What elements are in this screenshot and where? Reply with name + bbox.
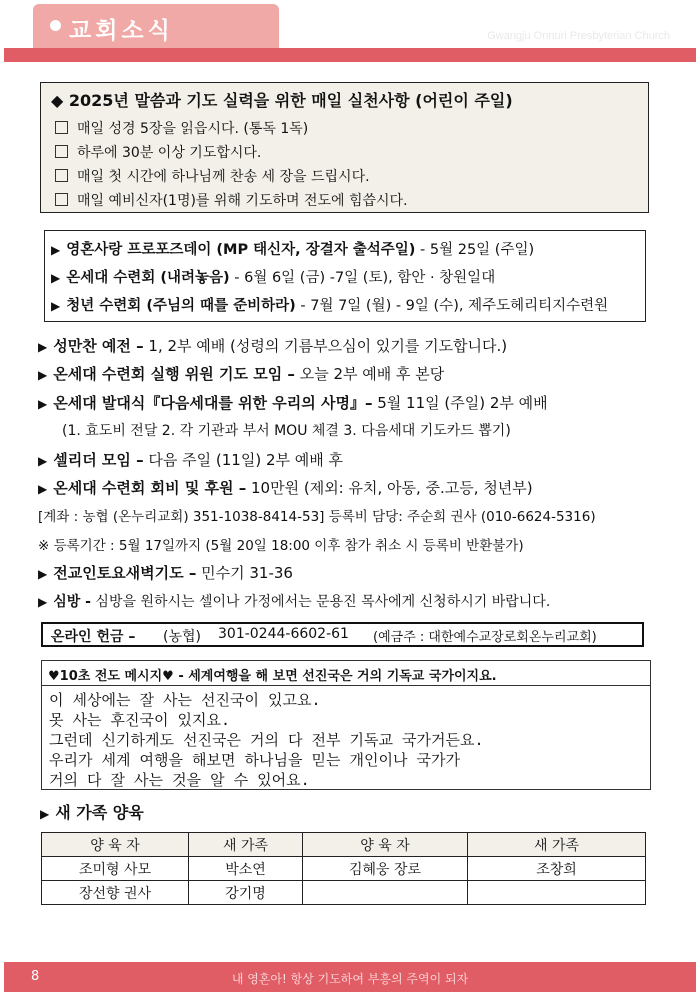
triangle-bullet-icon: ▶ <box>38 397 48 411</box>
news-item: ▶ 심방 - 심방을 원하시는 셀이나 가정에서는 문용진 목사에게 신청하시기 바랍니다. <box>38 594 551 610</box>
message-line: 이 세상에는 잘 사는 선진국이 있고요. <box>49 691 321 709</box>
table-cell <box>468 881 646 905</box>
column-header: 새 가족 <box>189 833 303 857</box>
registration-period: ※ 등록기간 : 5월 17일까지 (5월 20일 18:00 이후 참가 취소 시 등록비 반환불가) <box>38 538 524 554</box>
triangle-bullet-icon: ▶ <box>40 807 50 821</box>
foster-table <box>41 832 646 905</box>
triangle-bullet-icon: ▶ <box>38 595 48 609</box>
daily-practice-title: ◆ 2025년 말씀과 기도 실력을 위한 매일 실천사항 (어린이 주일) <box>51 91 513 110</box>
checkbox-icon <box>55 145 68 158</box>
account-holder: (예금주 : 대한예수교장로회온누리교회) <box>373 630 597 645</box>
triangle-bullet-icon: ▶ <box>38 567 48 581</box>
checkbox-icon <box>55 121 68 134</box>
church-name: Gwangju Onnuri Presbyterian Church <box>487 30 670 42</box>
foster-section-title: ▶ 새 가족 양육 <box>40 803 144 822</box>
news-item: ▶ 전교인토요새벽기도 – 민수기 31-36 <box>38 564 293 582</box>
table-cell: 조미형 사모 <box>42 857 189 881</box>
news-item: ▶ 온세대 수련회 회비 및 후원 – 10만원 (제외: 유치, 아동, 중.고등, 청년부) <box>38 479 533 497</box>
triangle-bullet-icon: ▶ <box>38 454 48 468</box>
triangle-bullet-icon: ▶ <box>51 299 61 313</box>
message-line: 그런데 신기하게도 선진국은 거의 다 전부 기독교 국가거든요. <box>49 731 484 749</box>
section-title: 교회소식 <box>69 18 174 44</box>
practice-item: 하루에 30분 이상 기도합시다. <box>55 142 261 162</box>
table-cell: 김혜웅 장로 <box>303 857 468 881</box>
daily-practice-box <box>40 82 649 213</box>
event-item: ▶ 온세대 수련회 (내려놓음) - 6월 6일 (금) -7일 (토), 함안 · 창원일대 <box>51 270 496 286</box>
table-cell <box>303 881 468 905</box>
online-offering-label: 온라인 헌금 – <box>51 629 136 645</box>
message-header: ♥10초 전도 메시지♥ - 세계여행을 해 보면 선진국은 거의 기독교 국가이지요. <box>42 661 650 686</box>
page-number: 8 <box>31 969 40 984</box>
practice-item: 매일 첫 시간에 하나님께 찬송 세 장을 드립시다. <box>55 166 370 186</box>
column-header: 양 육 자 <box>303 833 468 857</box>
bullet-dot-icon <box>50 20 61 31</box>
triangle-bullet-icon: ▶ <box>38 368 48 382</box>
evangelism-message-box <box>41 660 651 790</box>
header-bar <box>4 48 696 62</box>
footer-motto: 내 영혼아! 항상 기도하여 부흥의 주역이 되자 <box>231 972 469 986</box>
practice-item: 매일 성경 5장을 읽읍시다. (통독 1독) <box>55 118 308 138</box>
bank-name: (농협) <box>163 629 201 645</box>
triangle-bullet-icon: ▶ <box>38 340 48 354</box>
account-info: [계좌 : 농협 (온누리교회) 351-1038-8414-53] 등록비 담당: 주순희 권사 (010-6624-5316) <box>38 509 596 525</box>
table-row <box>42 857 646 881</box>
checkbox-icon <box>55 169 68 182</box>
triangle-bullet-icon: ▶ <box>38 482 48 496</box>
table-cell: 박소연 <box>189 857 303 881</box>
checkbox-icon <box>55 193 68 206</box>
news-item: ▶ 온세대 수련회 실행 위원 기도 모임 – 오늘 2부 예배 후 본당 <box>38 365 445 383</box>
table-cell: 장선향 권사 <box>42 881 189 905</box>
diamond-icon: ◆ <box>51 91 64 110</box>
news-item: ▶ 온세대 발대식『다음세대를 위한 우리의 사명』– 5월 11일 (주일) 2부 예배 <box>38 394 548 412</box>
footer-bar <box>4 962 696 992</box>
table-row <box>42 881 646 905</box>
message-line: 거의 다 잘 사는 것을 알 수 있어요. <box>49 771 310 789</box>
table-cell: 조창희 <box>468 857 646 881</box>
account-number: 301-0244-6602-61 <box>218 626 349 642</box>
message-line: 못 사는 후진국이 있지요. <box>49 711 231 729</box>
practice-item: 매일 예비신자(1명)를 위해 기도하며 전도에 힘씁시다. <box>55 190 408 210</box>
message-line: 우리가 세계 여행을 해보면 하나님을 믿는 개인이나 국가가 <box>49 751 460 769</box>
triangle-bullet-icon: ▶ <box>51 243 61 257</box>
section-tab <box>33 4 279 48</box>
table-cell: 강기명 <box>189 881 303 905</box>
news-item: ▶ 셀리더 모임 – 다음 주일 (11일) 2부 예배 후 <box>38 451 343 469</box>
events-box <box>44 230 646 322</box>
event-item: ▶ 영혼사랑 프로포즈데이 (MP 태신자, 장결자 출석주일) - 5월 25일 (주일) <box>51 242 535 258</box>
column-header: 양 육 자 <box>42 833 189 857</box>
news-detail: (1. 효도비 전달 2. 각 기관과 부서 MOU 체결 3. 다음세대 기도카드 뽑기) <box>62 423 511 439</box>
table-header-row <box>42 833 646 857</box>
event-item: ▶ 청년 수련회 (주님의 때를 준비하라) - 7월 7일 (월) - 9일 (수), 제주도헤리티지수련원 <box>51 298 609 314</box>
online-offering-box <box>41 622 644 647</box>
column-header: 새 가족 <box>468 833 646 857</box>
news-item: ▶ 성만찬 예전 – 1, 2부 예배 (성령의 기름부으심이 있기를 기도합니다.) <box>38 337 508 355</box>
triangle-bullet-icon: ▶ <box>51 271 61 285</box>
